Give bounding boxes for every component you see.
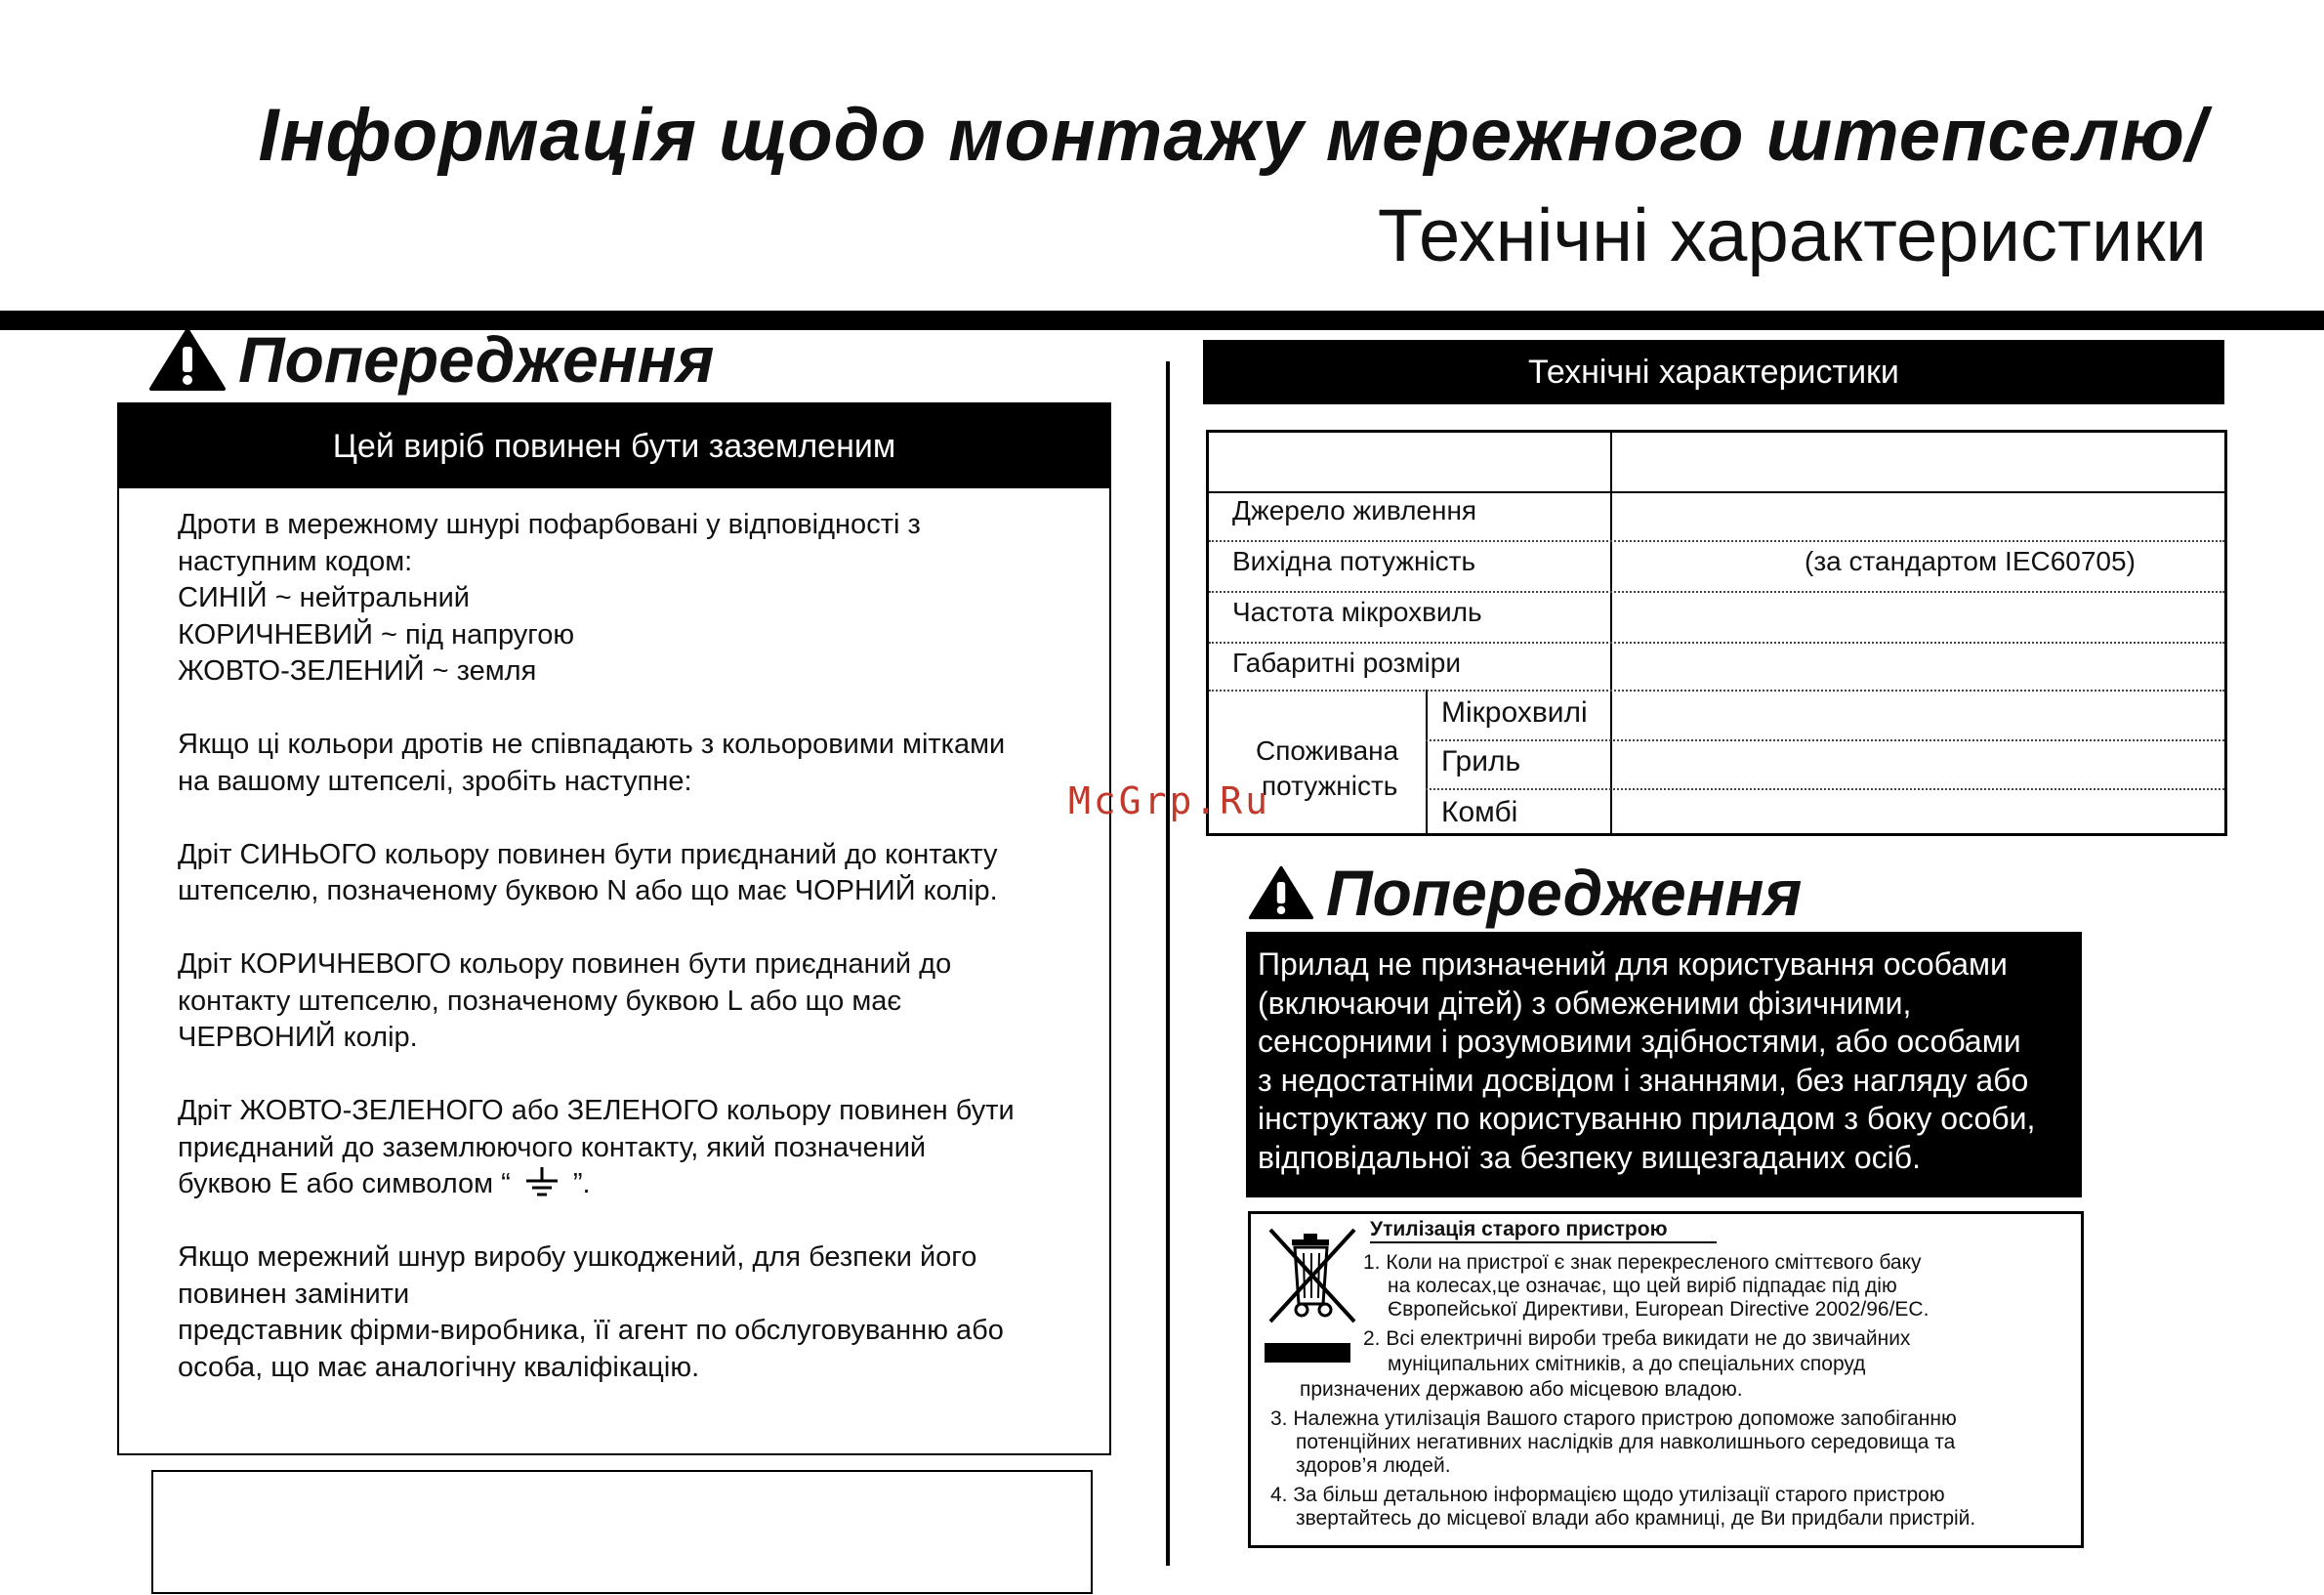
disposal-line: звертайтесь до місцевої влади або крамниці, де Ви придбали пристрій. bbox=[1296, 1507, 1976, 1530]
text-line: Якщо ці кольори дротів не співпадають з кольоровими мітками bbox=[178, 729, 1006, 760]
text-line: контакту штепселю, позначеному буквою L або що має bbox=[178, 985, 902, 1017]
text-line: особа, що має аналогічну кваліфікацію. bbox=[178, 1351, 700, 1383]
left-warning-title: Попередження bbox=[238, 323, 715, 396]
disposal-line: 4. За більш детальною інформацією щодо утилізації старого пристрою bbox=[1270, 1484, 1945, 1506]
grounding-instructions-box bbox=[117, 402, 1111, 1455]
ground-line-prefix: буквою Е або символом “ bbox=[178, 1168, 511, 1199]
crossed-bin-icon bbox=[1259, 1220, 1364, 1325]
spec-table bbox=[1206, 430, 2227, 836]
ground-symbol-icon bbox=[522, 1167, 561, 1198]
text-line: представник фірми-виробника, її агент по обслуговуванню або bbox=[178, 1315, 1004, 1346]
disposal-box bbox=[1248, 1211, 2084, 1548]
disposal-line: 2. Всі електричні вироби треба викидати не до звичайних bbox=[1363, 1327, 1911, 1350]
disposal-line: потенційних негативних наслідків для навколишнього середовища та bbox=[1296, 1431, 1956, 1453]
spec-label-combi: Комбі bbox=[1441, 796, 1518, 828]
text-line: Дріт КОРИЧНЕВОГО кольору повинен бути приєднаний до bbox=[178, 948, 952, 980]
damaged-cord-paragraph bbox=[178, 1239, 1076, 1386]
text-line: Дріт ЖОВТО-ЗЕЛЕНОГО або ЗЕЛЕНОГО кольору повинен бути bbox=[178, 1095, 1015, 1126]
text-line: СИНІЙ ~ нейтральний bbox=[178, 582, 471, 613]
spec-label-output-power: Вихідна потужність bbox=[1232, 546, 1476, 576]
text-line: на вашому штепселі, зробіть наступне: bbox=[178, 765, 692, 797]
mismatch-paragraph bbox=[178, 727, 1076, 800]
spec-label-microwave: Мікрохвилі bbox=[1441, 696, 1588, 729]
empty-box bbox=[151, 1470, 1093, 1594]
spec-label-frequency: Частота мікрохвиль bbox=[1232, 597, 1482, 627]
disposal-line: призначених державою або місцевою владою. bbox=[1300, 1378, 1743, 1401]
page-subtitle: Технічні характеристики bbox=[1377, 194, 2207, 277]
wire-colour-paragraph bbox=[178, 507, 1076, 691]
spec-subcol-divider bbox=[1426, 690, 1428, 833]
disposal-line: Європейської Директиви, European Directive 2002/96/EC. bbox=[1388, 1298, 1930, 1321]
text-line: ЧЕРВОНИЙ колір. bbox=[178, 1022, 418, 1053]
disposal-line: здоров’я людей. bbox=[1296, 1454, 1451, 1477]
spec-row-rule bbox=[1209, 690, 2224, 692]
spec-row-rule bbox=[1209, 591, 2224, 593]
disposal-black-bar bbox=[1265, 1343, 1350, 1363]
text-line: Прилад не призначений для користування особами bbox=[1258, 946, 2008, 982]
grounding-instructions-text bbox=[178, 507, 1076, 1423]
spec-output-power-note: (за стандартом IEC60705) bbox=[1805, 546, 2136, 576]
text-line: Дроти в мережному шнурі пофарбовані у відповідності з bbox=[178, 509, 921, 540]
spec-label-consumption-2: потужність bbox=[1262, 771, 1398, 801]
spec-label-grill: Гриль bbox=[1441, 745, 1521, 777]
right-warning-heading bbox=[1248, 856, 1802, 930]
page-title: Інформація щодо монтажу мережного штепселю/ bbox=[258, 94, 2207, 177]
text-line: відповідальної за безпеку вищезгаданих осіб. bbox=[1258, 1139, 1921, 1175]
text-line: сенсорними і розумовими здібностями, або особами bbox=[1258, 1024, 2021, 1059]
blue-wire-paragraph bbox=[178, 837, 1076, 910]
disposal-line: 1. Коли на пристрої є знак перекресленого сміттєвого баку bbox=[1363, 1251, 1922, 1274]
warning-triangle-icon bbox=[148, 327, 227, 392]
text-line: приєднаний до заземлюючого контакту, який позначений bbox=[178, 1131, 927, 1163]
spec-row-rule bbox=[1426, 739, 2224, 741]
text-line: (включаючи дітей) з обмеженими фізичними, bbox=[1258, 985, 1912, 1021]
text-line: з недостатніми досвідом і знаннями, без нагляду або bbox=[1258, 1062, 2029, 1098]
disposal-line: муніципальних смітників, а до спеціальних споруд bbox=[1388, 1353, 1866, 1375]
spec-row-rule bbox=[1209, 540, 2224, 542]
column-divider bbox=[1166, 361, 1170, 1566]
spec-banner: Технічні характеристики bbox=[1203, 340, 2224, 404]
spec-label-power-source: Джерело живлення bbox=[1232, 495, 1477, 525]
spec-row-rule bbox=[1426, 788, 2224, 790]
disposal-line: 3. Належна утилізація Вашого старого пристрою допоможе запобіганню bbox=[1270, 1407, 1957, 1430]
text-line: штепселю, позначеному буквою N або що має ЧОРНИЙ колір. bbox=[178, 875, 998, 906]
text-line: наступним кодом: bbox=[178, 545, 413, 577]
spec-label-dimensions: Габаритні розміри bbox=[1232, 648, 1461, 678]
disposal-title: Утилізація старого пристрою bbox=[1370, 1218, 1717, 1243]
earth-wire-paragraph bbox=[178, 1093, 1076, 1203]
spec-label-consumption-1: Споживана bbox=[1256, 735, 1399, 766]
spec-row-rule bbox=[1209, 642, 2224, 644]
brown-wire-paragraph bbox=[178, 946, 1076, 1057]
spec-header-rule bbox=[1209, 491, 2224, 493]
watermark: McGrp.Ru bbox=[1068, 779, 1271, 822]
text-line: інструктажу по користуванню приладом з боку особи, bbox=[1258, 1101, 2036, 1136]
text-line: Дріт СИНЬОГО кольору повинен бути приєднаний до контакту bbox=[178, 838, 998, 870]
ground-symbol-line bbox=[178, 1166, 1076, 1203]
text-line: ЖОВТО-ЗЕЛЕНИЙ ~ земля bbox=[178, 655, 537, 687]
grounding-banner: Цей виріб повинен бути заземленим bbox=[119, 404, 1109, 488]
ground-line-suffix: ”. bbox=[572, 1168, 591, 1199]
right-warning-title: Попередження bbox=[1326, 857, 1803, 929]
left-warning-heading bbox=[148, 322, 714, 397]
text-line: повинен замінити bbox=[178, 1278, 410, 1310]
usage-warning-box bbox=[1246, 932, 2082, 1197]
warning-triangle-icon bbox=[1248, 865, 1314, 920]
text-line: Якщо мережний шнур виробу ушкоджений, для безпеки його bbox=[178, 1241, 977, 1273]
disposal-line: на колесах,це означає, що цей виріб підпадає під дію bbox=[1388, 1275, 1897, 1297]
text-line: КОРИЧНЕВИЙ ~ під напругою bbox=[178, 618, 575, 651]
